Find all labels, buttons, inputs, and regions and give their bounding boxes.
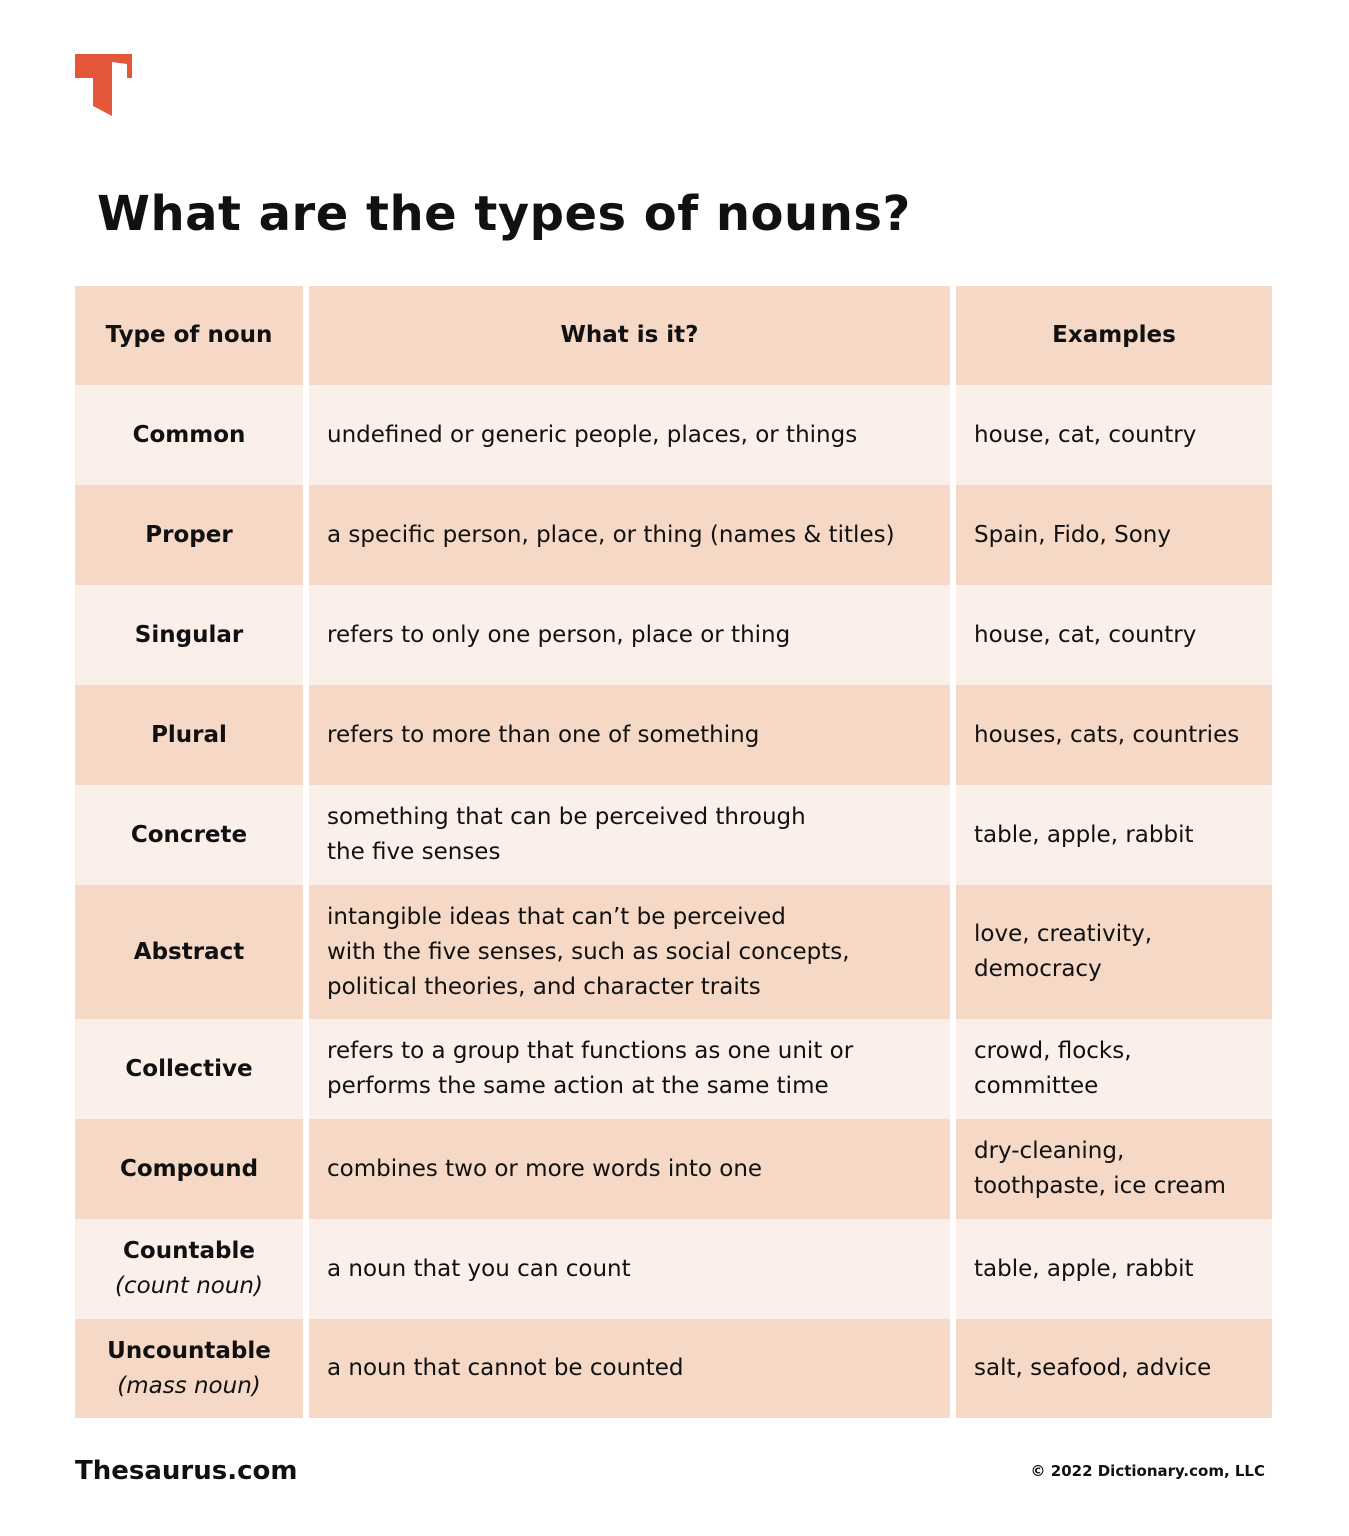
table-row xyxy=(75,685,1271,785)
noun-type-cell xyxy=(75,685,303,785)
examples-line: crowd, flocks, xyxy=(974,1038,1132,1064)
examples-line: love, creativity, xyxy=(974,921,1153,947)
copyright: © 2022 Dictionary.com, LLC xyxy=(1030,1462,1265,1480)
noun-type-cell xyxy=(75,385,303,485)
noun-type-cell xyxy=(75,485,303,585)
noun-type: Plural xyxy=(151,721,227,748)
definition-cell xyxy=(309,1319,950,1418)
noun-type-cell xyxy=(75,585,303,685)
noun-type: Proper xyxy=(145,521,233,548)
examples-line: table, apple, rabbit xyxy=(974,1255,1194,1282)
noun-type-cell xyxy=(75,1319,303,1418)
table-row xyxy=(75,585,1271,685)
definition-line: combines two or more words into one xyxy=(327,1155,763,1182)
definition-cell xyxy=(309,785,950,885)
table-row xyxy=(75,1119,1271,1219)
table-header-row xyxy=(75,286,1271,385)
noun-type: Abstract xyxy=(133,938,245,965)
noun-type: Uncountable xyxy=(107,1337,271,1364)
definition-line: political theories, and character traits xyxy=(327,973,761,1000)
examples-cell xyxy=(956,1319,1272,1418)
table-row xyxy=(75,485,1271,585)
table-row xyxy=(75,1219,1271,1319)
definition-line: performs the same action at the same time xyxy=(327,1073,829,1099)
header-what: What is it? xyxy=(309,286,950,385)
definition-line: the five senses xyxy=(327,839,501,865)
table-row xyxy=(75,1319,1271,1418)
noun-type: Compound xyxy=(119,1155,259,1182)
noun-type-cell xyxy=(75,1119,303,1219)
noun-type-cell xyxy=(75,885,303,1019)
definition-line: refers to more than one of something xyxy=(327,721,760,748)
definition-line: undefined or generic people, places, or things xyxy=(327,421,858,448)
table-row xyxy=(75,385,1271,485)
examples-cell xyxy=(956,1019,1272,1119)
nouns-table xyxy=(75,286,1271,1418)
definition-line: a noun that you can count xyxy=(327,1255,631,1282)
noun-type: Concrete xyxy=(130,821,248,848)
noun-type-subtitle: (count noun) xyxy=(115,1273,263,1299)
definition-cell xyxy=(309,585,950,685)
examples-line: houses, cats, countries xyxy=(974,721,1240,748)
table-row xyxy=(75,1019,1271,1119)
examples-cell xyxy=(956,785,1272,885)
examples-cell xyxy=(956,485,1272,585)
examples-line: dry-cleaning, xyxy=(974,1138,1125,1164)
examples-cell xyxy=(956,1119,1272,1219)
noun-type-subtitle: (mass noun) xyxy=(117,1372,261,1399)
definition-line: refers to only one person, place or thing xyxy=(327,621,791,648)
definition-cell xyxy=(309,885,950,1019)
examples-line: committee xyxy=(974,1073,1099,1099)
noun-type-cell xyxy=(75,785,303,885)
footer-brand: Thesaurus.com xyxy=(75,1456,298,1486)
noun-type-cell xyxy=(75,1019,303,1119)
definition-line: with the five senses, such as social concepts, xyxy=(327,938,850,965)
examples-cell xyxy=(956,385,1272,485)
header-examples: Examples xyxy=(956,286,1272,385)
examples-cell xyxy=(956,685,1272,785)
definition-line: intangible ideas that can’t be perceived xyxy=(327,903,786,930)
noun-type: Singular xyxy=(134,621,244,648)
definition-cell xyxy=(309,1119,950,1219)
examples-cell xyxy=(956,585,1272,685)
examples-cell xyxy=(956,1219,1272,1319)
noun-type: Common xyxy=(132,421,246,448)
examples-line: table, apple, rabbit xyxy=(974,821,1194,848)
noun-type: Countable xyxy=(123,1238,255,1264)
definition-line: something that can be perceived through xyxy=(327,804,806,830)
examples-line: house, cat, country xyxy=(974,421,1197,448)
examples-line: Spain, Fido, Sony xyxy=(974,521,1171,548)
examples-line: house, cat, country xyxy=(974,621,1197,648)
thesaurus-logo-icon xyxy=(75,54,133,116)
definition-cell xyxy=(309,385,950,485)
definition-line: refers to a group that functions as one unit or xyxy=(327,1038,854,1064)
table-row xyxy=(75,785,1271,885)
examples-line: salt, seafood, advice xyxy=(974,1355,1212,1381)
noun-type-cell xyxy=(75,1219,303,1319)
definition-line: a noun that cannot be counted xyxy=(327,1355,684,1381)
definition-cell xyxy=(309,1019,950,1119)
header-type: Type of noun xyxy=(75,286,303,385)
definition-line: a specific person, place, or thing (names & titles) xyxy=(327,521,895,548)
examples-cell xyxy=(956,885,1272,1019)
definition-cell xyxy=(309,1219,950,1319)
examples-line: democracy xyxy=(974,956,1102,982)
definition-cell xyxy=(309,685,950,785)
definition-cell xyxy=(309,485,950,585)
table-row xyxy=(75,885,1271,1019)
page-title: What are the types of nouns? xyxy=(97,186,911,242)
examples-line: toothpaste, ice cream xyxy=(974,1173,1226,1199)
noun-type: Collective xyxy=(125,1055,253,1082)
